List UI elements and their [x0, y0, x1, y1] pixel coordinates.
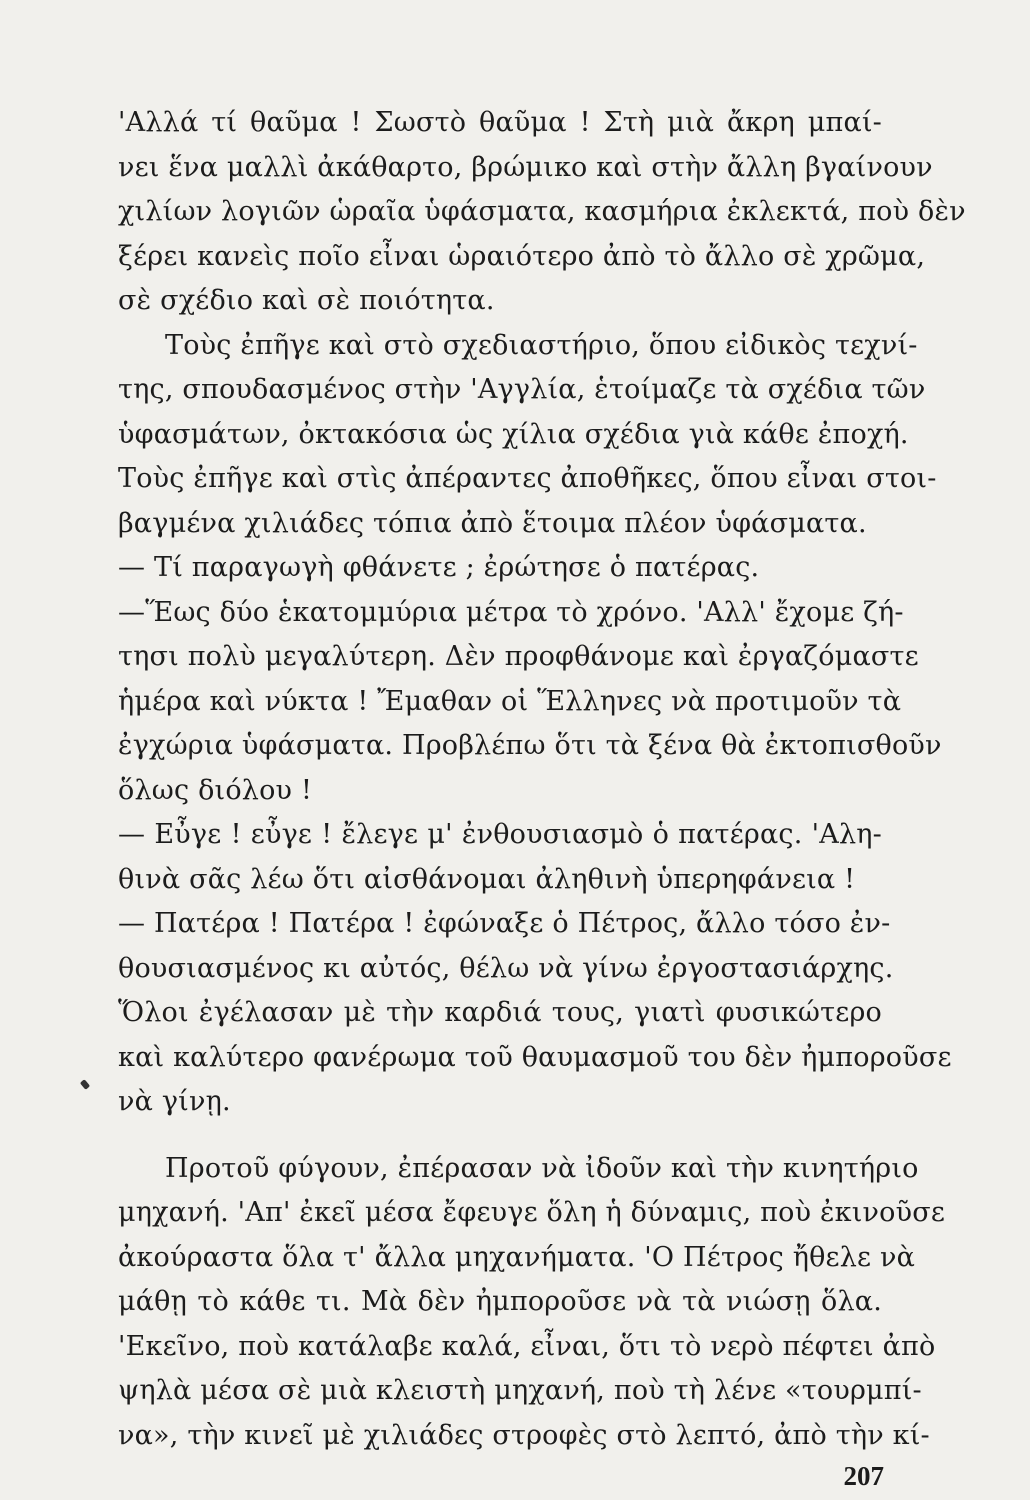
text-line: ξέρει κανεὶς ποῖο εἶναι ὡραιότερο ἀπὸ τὸ ἄλλο σὲ χρῶμα, [118, 240, 926, 272]
text-line: Τοὺς ἐπῆγε καὶ στὶς ἀπέραντες ἀποθῆκες, ὅπου εἶναι στοι- [118, 463, 937, 494]
dialogue-line: — Πατέρα ! Πατέρα ! ἐφώναξε ὁ Πέτρος, ἄλλο τόσο ἐν- [118, 908, 891, 939]
text-line: νει ἕνα μαλλὶ ἀκάθαρτο, βρώμικο καὶ στὴν ἄλλη βγαίνουν [118, 151, 933, 183]
page-number: 207 [843, 1461, 884, 1491]
text-line: σὲ σχέδιο καὶ σὲ ποιότητα. [118, 285, 495, 316]
text-line: 'Αλλά τί θαῦμα ! Σωστὸ θαῦμα ! Στὴ μιὰ ἄκρη μπαί- [118, 107, 882, 138]
dialogue-line: —Ἕως δύο ἑκατομμύρια μέτρα τὸ χρόνο. 'Αλλ' ἔχομε ζή- [118, 596, 904, 628]
text-line: καὶ καλύτερο φανέρωμα τοῦ θαυμασμοῦ του δὲν ἠμποροῦσε [118, 1041, 952, 1073]
text-line: Ὅλοι ἐγέλασαν μὲ τὴν καρδιά τους, γιατὶ φυσικώτερο [118, 997, 882, 1028]
dialogue-line: — Τί παραγωγὴ φθάνετε ; ἐρώτησε ὁ πατέρας. [118, 552, 760, 583]
text-line: ἐγχώρια ὑφάσματα. Προβλέπω ὅτι τὰ ξένα θὰ ἐκτοπισθοῦν [118, 730, 942, 761]
text-line: Τοὺς ἐπῆγε καὶ στὸ σχεδιαστήριο, ὅπου εἰδικὸς τεχνί- [165, 329, 918, 361]
text-line: 'Εκεῖνο, ποὺ κατάλαβε καλά, εἶναι, ὅτι τὸ νερὸ πέφτει ἀπὸ [118, 1330, 936, 1362]
text-line: ὅλως διόλου ! [118, 774, 312, 806]
text-line: νὰ γίνῃ. [118, 1086, 231, 1117]
text-line: να», τὴν κινεῖ μὲ χιλιάδες στροφὲς στὸ λεπτό, ἀπὸ τὴν κί- [118, 1419, 930, 1451]
text-line: θινὰ σᾶς λέω ὅτι αἰσθάνομαι ἀληθινὴ ὑπερηφάνεια ! [118, 863, 856, 895]
text-line: βαγμένα χιλιάδες τόπια ἀπὸ ἕτοιμα πλέον ὑφάσματα. [118, 507, 867, 539]
text-line: τησι πολὺ μεγαλύτερη. Δὲν προφθάνομε καὶ ἐργαζόμαστε [118, 641, 919, 672]
text-line: μάθῃ τὸ κάθε τι. Μὰ δὲν ἠμποροῦσε νὰ τὰ νιώσῃ ὅλα. [118, 1286, 882, 1317]
text-line: ἀκούραστα ὅλα τ' ἄλλα μηχανήματα. 'Ο Πέτρος ἤθελε νὰ [118, 1241, 916, 1273]
text-line: της, σπουδασμένος στὴν 'Αγγλία, ἑτοίμαζε τὰ σχέδια τῶν [118, 374, 926, 405]
text-line: χιλίων λογιῶν ὡραῖα ὑφάσματα, κασμήρια ἐκλεκτά, ποὺ δὲν [118, 196, 966, 227]
ink-mark [80, 1079, 90, 1090]
text-line: Προτοῦ φύγουν, ἐπέρασαν νὰ ἰδοῦν καὶ τὴν κινητήριο [165, 1152, 919, 1184]
text-line: μηχανή. 'Απ' ἐκεῖ μέσα ἔφευγε ὅλη ἡ δύναμις, ποὺ ἐκινοῦσε [118, 1197, 946, 1228]
text-line: θουσιασμένος κι αὐτός, θέλω νὰ γίνω ἐργοστασιάρχης. [118, 952, 894, 984]
dialogue-line: — Εὖγε ! εὖγε ! ἔλεγε μ' ἐνθουσιασμὸ ὁ πατέρας. 'Αλη- [118, 819, 882, 850]
text-line: ψηλὰ μέσα σὲ μιὰ κλειστὴ μηχανή, ποὺ τὴ λένε «τουρμπί- [118, 1375, 922, 1406]
text-line: ὑφασμάτων, ὀκτακόσια ὡς χίλια σχέδια γιὰ κάθε ἐποχή. [118, 418, 909, 450]
text-line: ἡμέρα καὶ νύκτα ! Ἔμαθαν οἱ Ἕλληνες νὰ προτιμοῦν τὰ [118, 685, 902, 717]
